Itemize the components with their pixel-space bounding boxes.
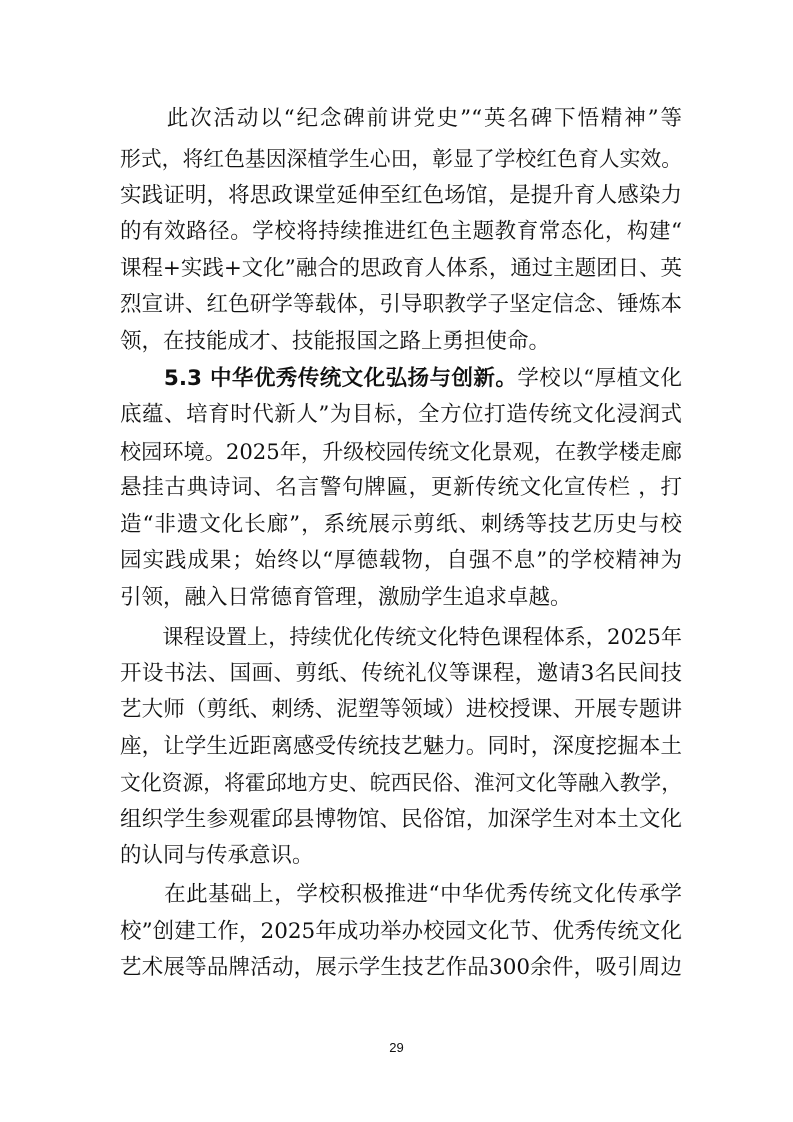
section-5-3-first-line (120, 364, 682, 394)
paragraph-3-line-4: 座，让学生近距离感受传统技艺魅力。同时，深度挖掘本土 (120, 734, 682, 759)
paragraph-1-line-4: 的有效路径。学校将持续推进红色主题教育常态化，构建“ (120, 219, 682, 244)
section-5-3-line-3: 校园环境。2025年，升级校园传统文化景观，在教学楼走廊 (120, 439, 682, 464)
paragraph-1-line-1: 此次活动以“纪念碑前讲党史”“英名碑下悟精神”等 (120, 106, 682, 131)
paragraph-4-line-1: 在此基础上，学校积极推进“中华优秀传统文化传承学 (120, 882, 682, 907)
section-5-3-line-2: 底蕴、培育时代新人”为目标，全方位打造传统文化浸润式 (120, 402, 682, 427)
paragraph-3-line-6: 组织学生参观霍邱县博物馆、民俗馆，加深学生对本土文化 (120, 807, 682, 832)
paragraph-3-line-5: 文化资源，将霍邱地方史、皖西民俗、淮河文化等融入教学， (120, 771, 682, 795)
paragraph-1-line-3: 实践证明，将思政课堂延伸至红色场馆，是提升育人感染力 (120, 183, 682, 208)
section-5-3-first-line-rest: 学校以“厚植文化 (517, 366, 682, 391)
paragraph-4-line-2: 校”创建工作，2025年成功举办校园文化节、优秀传统文化 (120, 919, 682, 944)
section-5-3-line-5: 造“非遗文化长廊”，系统展示剪纸、刺绣等技艺历史与校 (120, 512, 682, 537)
paragraph-3-line-1: 课程设置上，持续优化传统文化特色课程体系，2025年 (120, 624, 682, 649)
page-number: 29 (389, 1040, 404, 1055)
paragraph-3-line-2: 开设书法、国画、剪纸、传统礼仪等课程，邀请3名民间技 (120, 661, 682, 686)
paragraph-1-line-6: 烈宣讲、红色研学等载体，引导职教学子坚定信念、锤炼本 (120, 292, 682, 317)
section-5-3-line-6: 园实践成果；始终以“厚德载物，自强不息”的学校精神为 (120, 548, 682, 573)
paragraph-1-line-5: 课程+实践+文化”融合的思政育人体系，通过主题团日、英 (120, 256, 682, 281)
paragraph-4-line-3: 艺术展等品牌活动，展示学生技艺作品300余件，吸引周边 (120, 955, 682, 980)
paragraph-3-line-7: 的认同与传承意识。 (120, 843, 314, 868)
paragraph-1-line-7: 领，在技能成才、技能报国之路上勇担使命。 (120, 329, 551, 354)
section-5-3-heading: 5.3 中华优秀传统文化弘扬与创新。 (163, 366, 518, 391)
paragraph-1-line-2: 形式，将红色基因深植学生心田，彰显了学校红色育人实效。 (120, 147, 682, 171)
paragraph-3-line-3: 艺大师（剪纸、刺绣、泥塑等领域）进校授课、开展专题讲 (120, 697, 682, 722)
section-5-3-line-7: 引领，融入日常德育管理，激励学生追求卓越。 (120, 585, 572, 610)
section-5-3-line-4: 悬挂古典诗词、名言警句牌匾，更新传统文化宣传栏 ，打 (120, 475, 682, 500)
